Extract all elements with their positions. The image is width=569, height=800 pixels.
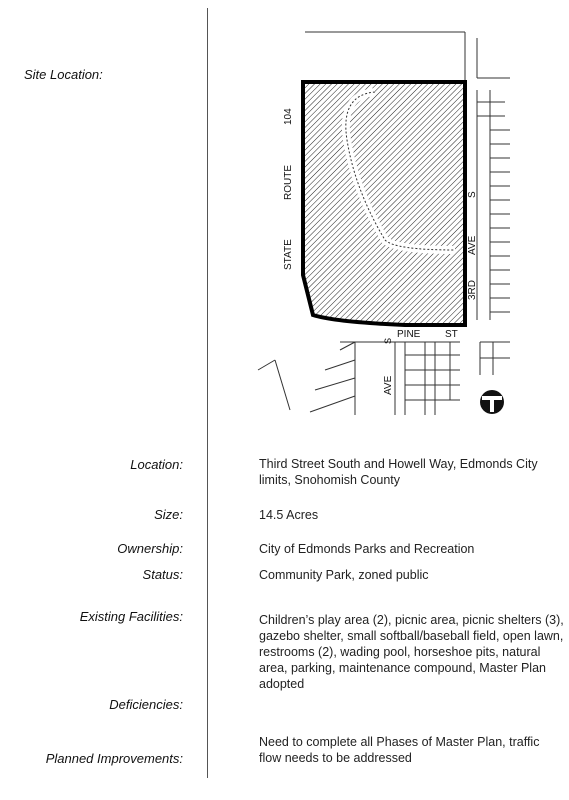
street-label-pine: PINE bbox=[397, 329, 421, 340]
street-label-st: ST bbox=[445, 329, 458, 340]
street-label-s-pine: S bbox=[383, 337, 393, 344]
status-value: Community Park, zoned public bbox=[259, 568, 429, 582]
north-arrow-icon bbox=[480, 390, 504, 414]
existing-facilities-value: Children’s play area (2), picnic area, picnic shelters (3), gazebo shelter, small softball/baseball field, open lawn, restrooms (2), wading pool, horseshoe pits, natural area, parking, maintenance compound, Master Plan adopted bbox=[259, 613, 564, 691]
size-label: Size: bbox=[154, 507, 183, 522]
status-label: Status: bbox=[142, 567, 183, 582]
planned-improvements-label: Planned Improvements: bbox=[45, 751, 183, 766]
site-location-map bbox=[255, 30, 515, 420]
ownership-value: City of Edmonds Parks and Recreation bbox=[259, 542, 475, 556]
street-label-route: ROUTE bbox=[283, 165, 294, 200]
size-value: 14.5 Acres bbox=[259, 508, 319, 522]
street-label-ave: AVE bbox=[467, 235, 478, 255]
street-label-104: 104 bbox=[283, 108, 294, 125]
street-label-3rd: 3RD bbox=[467, 279, 478, 300]
planned-improvements-value: Need to complete all Phases of Master Plan, traffic flow needs to be addressed bbox=[259, 735, 540, 765]
vertical-divider bbox=[207, 8, 208, 778]
park-parcel bbox=[303, 82, 465, 325]
location-value: Third Street South and Howell Way, Edmonds City limits, Snohomish County bbox=[259, 457, 538, 487]
location-label: Location: bbox=[130, 457, 183, 472]
street-label-ave-bottom: AVE bbox=[383, 375, 394, 395]
site-location-label: Site Location: bbox=[24, 67, 103, 82]
existing-facilities-label: Existing Facilities: bbox=[79, 609, 183, 624]
street-label-s: S bbox=[467, 191, 478, 198]
street-label-state: STATE bbox=[283, 239, 294, 270]
deficiencies-label: Deficiencies: bbox=[109, 697, 183, 712]
ownership-label: Ownership: bbox=[117, 541, 183, 556]
